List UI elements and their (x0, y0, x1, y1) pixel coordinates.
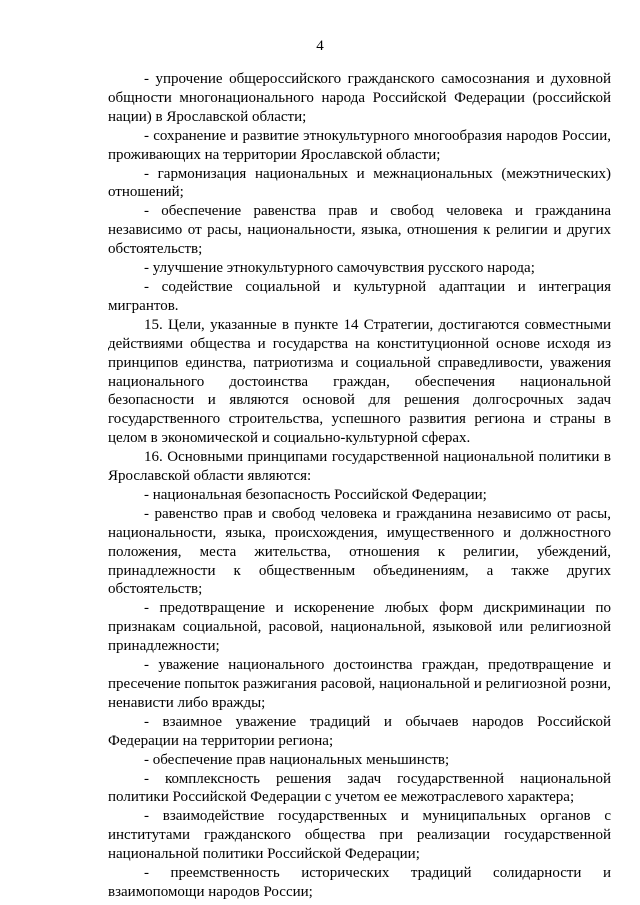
paragraph: - сохранение и развитие этнокультурного многообразия народов России, проживающих на территории Ярославской области; (108, 127, 611, 163)
paragraph: - национальная безопасность Российской Федерации; (144, 486, 487, 503)
paragraph: 16. Основными принципами государственной национальной политики в Ярославской области являются: (108, 449, 611, 485)
document-body (108, 70, 611, 902)
paragraph: - улучшение этнокультурного самочувствия русского народа; (144, 260, 535, 277)
page-number: 4 (316, 38, 324, 54)
paragraph: - взаимодействие государственных и муниципальных органов с институтами гражданского общества при реализации государственной национальной политики Российской Федерации; (108, 808, 611, 863)
paragraph: - упрочение общероссийского гражданского самосознания и духовной общности многонационального народа Российской Федерации (российской нации) в Ярославской области; (108, 71, 611, 125)
paragraph: - комплексность решения задач государственной национальной политики Российской Федерации с учетом ее межотраслевого характера; (108, 770, 611, 806)
paragraph: - взаимное уважение традиций и обычаев народов Российской Федерации на территории региона; (108, 713, 611, 749)
paragraph: - содействие социальной и культурной адаптации и интеграция мигрантов. (108, 278, 611, 314)
paragraph: - предотвращение и искоренение любых форм дискриминации по признакам социальной, расовой, национальной, языковой или религиозной принадлежности; (108, 600, 611, 655)
paragraph: - обеспечение прав национальных меньшинств; (144, 751, 450, 768)
paragraph: - гармонизация национальных и межнациональных (межэтнических) отношений; (108, 165, 611, 201)
paragraph: - равенство прав и свобод человека и гражданина независимо от расы, национальности, языка, происхождения, имущественного и должностного положения, места жительства, отношения к религии, убеждений, принадлежности к общественным объединениям, а также других обстоятельств; (108, 505, 611, 598)
paragraph: - преемственность исторических традиций солидарности и взаимопомощи народов России; (108, 865, 611, 900)
paragraph: 15. Цели, указанные в пункте 14 Стратегии, достигаются совместными действиями общества и государства на конституционной основе исходя из принципов единства, патриотизма и социальной справедливости, уважения национального достоинства граждан, обеспечения национальной безопасности и являются основой для решения долгосрочных задач государственного строительства, успешного развития региона и страны в целом в экономической и социально-культурной сферах. (108, 316, 611, 447)
paragraph: - уважение национального достоинства граждан, предотвращение и пресечение попыток разжигания расовой, национальной и религиозной розни, ненависти либо вражды; (108, 657, 611, 711)
paragraph: - обеспечение равенства прав и свобод человека и гражданина независимо от расы, национальности, языка, отношения к религии и других обстоятельств; (108, 203, 611, 258)
